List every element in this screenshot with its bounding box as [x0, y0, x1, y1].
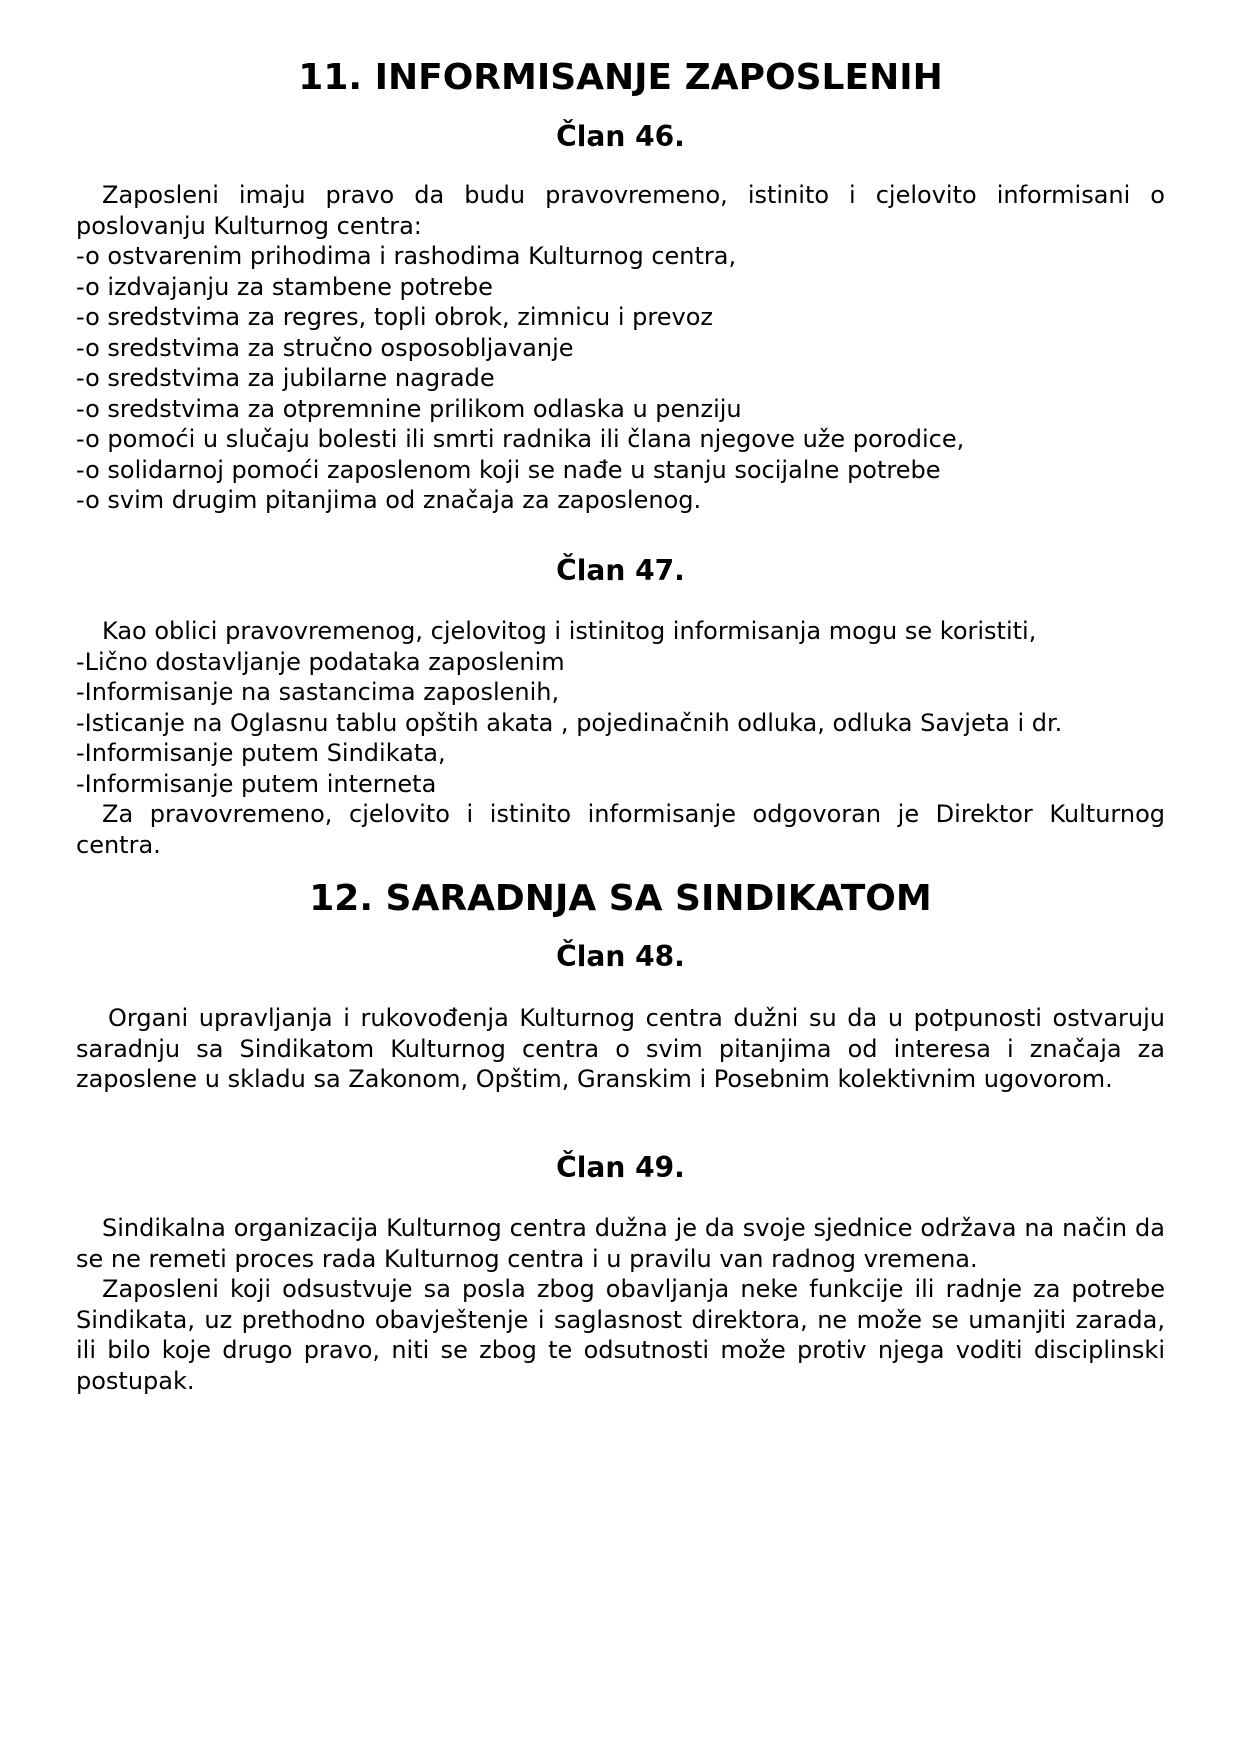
list-item: -Informisanje putem interneta — [76, 769, 437, 798]
article-body-49 — [76, 1213, 1165, 1396]
article-47-intro: Kao oblici pravovremenog, cjelovitog i istinitog informisanja mogu se koristiti, — [102, 617, 1037, 645]
article-46-list — [76, 241, 1165, 516]
list-item: -o sredstvima za jubilarne nagrade — [76, 364, 495, 392]
section-heading-saradnja: 12. SARADNJA SA SINDIKATOM — [309, 878, 932, 919]
list-item: -o svim drugim pitanjima od značaja za zaposlenog. — [76, 486, 702, 514]
list-item: -o sredstvima za otpremnine prilikom odlaska u penziju — [76, 394, 742, 423]
list-item: -o ostvarenim prihodima i rashodima Kulturnog centra, — [76, 242, 737, 270]
list-item: -o solidarnoj pomoći zaposlenom koji se nađe u stanju socijalne potrebe — [76, 455, 941, 484]
article-46-intro: Zaposleni imaju pravo da budu pravovremeno, istinito i cjelovito informisani o poslovanju Kulturnog centra: — [76, 181, 1165, 240]
article-title-48: Član 48. — [556, 940, 685, 973]
article-body-47 — [76, 616, 1165, 860]
article-49-paragraph: Sindikalna organizacija Kulturnog centra dužna je da svoje sjednice održava na način da se ne remeti proces rada Kulturnog centra i u pravilu van radnog vremena. — [76, 1214, 1165, 1273]
article-47-closing: Za pravovremeno, cjelovito i istinito informisanje odgovoran je Direktor Kulturnog centra. — [76, 800, 1165, 859]
article-49-paragraph: Zaposleni koji odsustvuje sa posla zbog obavljanja neke funkcije ili radnje za potrebe Sindikata, uz prethodno obavještenje i saglasnost direktora, ne može se umanjiti zarada, ili bilo koje drugo pravo, niti se zbog te odsutnosti može protiv njega voditi disciplinski postupak. — [76, 1275, 1165, 1395]
list-item: -Lično dostavljanje podataka zaposlenim — [76, 647, 565, 676]
list-item: -o sredstvima za stručno osposobljavanje — [76, 333, 574, 362]
article-title-47: Član 47. — [556, 554, 685, 587]
article-body-48 — [76, 1003, 1165, 1095]
list-item: -o sredstvima za regres, topli obrok, zimnicu i prevoz — [76, 303, 713, 331]
article-body-46 — [76, 180, 1165, 516]
list-item: -o pomoći u slučaju bolesti ili smrti radnika ili člana njegove uže porodice, — [76, 425, 965, 453]
section-heading-informisanje: 11. INFORMISANJE ZAPOSLENIH — [298, 57, 943, 98]
list-item: -Informisanje na sastancima zaposlenih, — [76, 678, 560, 706]
article-title-49: Član 49. — [556, 1151, 685, 1184]
list-item: -Informisanje putem Sindikata, — [76, 739, 446, 767]
list-item: -Isticanje na Oglasnu tablu opštih akata , pojedinačnih odluka, odluka Savjeta i dr. — [76, 708, 1063, 737]
list-item: -o izdvajanju za stambene potrebe — [76, 272, 493, 301]
article-title-46: Član 46. — [556, 120, 685, 153]
article-47-list — [76, 647, 1165, 800]
article-48-paragraph: Organi upravljanja i rukovođenja Kulturnog centra dužni su da u potpunosti ostvaruju saradnju sa Sindikatom Kulturnog centra o svim pitanjima od interesa i značaja za zaposlene u skladu sa Zakonom, Opštim, Granskim i Posebnim kolektivnim ugovorom. — [76, 1004, 1165, 1093]
